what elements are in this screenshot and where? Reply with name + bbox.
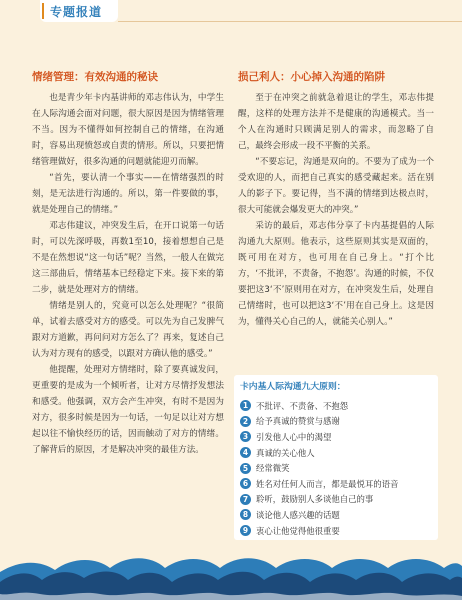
principle-text: 经常微笑 [256, 463, 290, 474]
number-badge: 3 [240, 431, 251, 442]
principles-title: 卡内基人际沟通九大原则： [240, 382, 346, 392]
number-badge: 7 [240, 494, 251, 505]
left-paragraph: 也是青少年卡内基讲师的邓志伟认为，中学生在人际沟通会面对问题，很大原因是因为情绪管理不当。因为不懂得如何控制自己的情绪，在沟通时，容易出现愤怒或自责的情形。所以，只要把情绪管理做好，很多沟通的问题就能迎刃而解。 [32, 93, 224, 167]
left-paragraph: 他提醒，处理对方情绪时，除了要真诚发问，更重要的是成为一个倾听者，让对方尽情抒发想法和感受。他强调，双方会产生冲突，有时不是因为对方，很多时候是因为一句话，一句足以让对方想起以往不愉快经历的话，因而触动了对方的情绪。了解背后的原因，才是解决冲突的最佳方法。 [32, 365, 224, 455]
principle-item [240, 492, 438, 508]
principle-text: 真诚的关心他人 [256, 447, 315, 458]
principle-item [240, 476, 438, 492]
principles-box [234, 375, 438, 540]
principle-item [240, 523, 438, 539]
principle-text: 引发他人心中的渴望 [256, 431, 332, 442]
left-paragraph: 情绪是别人的，究竟可以怎么处理呢？“很简单，试着去感受对方的感受。可以先为自己发脾气跟对方道歉，再问问对方怎么了？再来，复述自己认为对方现有的感受，以跟对方确认他的感受。” [32, 301, 224, 359]
wave-decoration [0, 542, 462, 600]
principle-text: 聆听，鼓励别人多谈他自己的事 [256, 494, 374, 505]
number-badge: 4 [240, 447, 251, 458]
right-column [238, 70, 434, 330]
right-paragraph: 至于在冲突之前就急着退让的学生，邓志伟提醒，这样的处理方法并不是健康的沟通模式。当一个人在沟通时只顾满足别人的需求，而忽略了自己，最终会形成一段不平衡的关系。 [238, 93, 434, 151]
principle-text: 给予真诚的赞赏与感谢 [256, 416, 340, 427]
principle-text: 谈论他人感兴趣的话题 [256, 509, 340, 520]
left-paragraph: 邓志伟建议，冲突发生后，在开口说第一句话时，可以先深呼吸，再数1至10，接着想想自己是不是在然想说“这一句话”呢？当然，一般人在做完这三部曲后，情绪基本已经稳定下来。接下来的第二步，就是处理对方的情绪。 [32, 221, 224, 295]
principle-text: 不批评、不责备、不抱怨 [256, 400, 349, 411]
header-divider [118, 21, 462, 22]
number-badge: 9 [240, 525, 251, 536]
left-paragraph: “首先，要认清一个事实——在情绪强烈的时刻，是无法进行沟通的。所以，第一件要做的事，就是处理自己的情绪。” [32, 173, 224, 215]
number-badge: 8 [240, 509, 251, 520]
principle-item [240, 398, 438, 414]
principle-item [240, 445, 438, 461]
principle-item [240, 460, 438, 476]
principle-item [240, 507, 438, 523]
right-paragraph: 采访的最后，邓志伟分享了卡内基提倡的人际沟通九大原则。他表示，这些原则其实是双面的，既可用在对方，也可用在自己身上。“打个比方，‘不批评，不责备，不抱怨’。沟通的时候，不仅要把这3‘不’原则用在对方，在冲突发生后，处理自己情绪时，也可以把这3‘不’用在自己身上。这是因为，懂得关心自己的人，就能关心别人。” [238, 221, 434, 327]
number-badge: 1 [240, 400, 251, 411]
header-accent-bar [42, 3, 44, 19]
section-label: 专题报道 [50, 5, 103, 19]
left-column [32, 70, 224, 458]
principle-item [240, 414, 438, 430]
right-paragraph: “不要忘记，沟通是双向的。不要为了成为一个受欢迎的人，而把自己真实的感受藏起来。活在别人的影子下。要记得，当不满的情绪到达极点时，很大可能就会爆发更大的冲突。” [238, 157, 434, 215]
number-badge: 6 [240, 478, 251, 489]
right-section-title: 损己利人：小心掉入沟通的陷阱 [238, 71, 385, 83]
left-section-title: 情绪管理：有效沟通的秘诀 [32, 71, 158, 83]
number-badge: 2 [240, 416, 251, 427]
principle-text: 姓名对任何人而言，都是最悦耳的语音 [256, 478, 399, 489]
number-badge: 5 [240, 463, 251, 474]
page-header [0, 0, 462, 24]
principle-item [240, 429, 438, 445]
principle-text: 衷心让他觉得他很重要 [256, 525, 340, 536]
